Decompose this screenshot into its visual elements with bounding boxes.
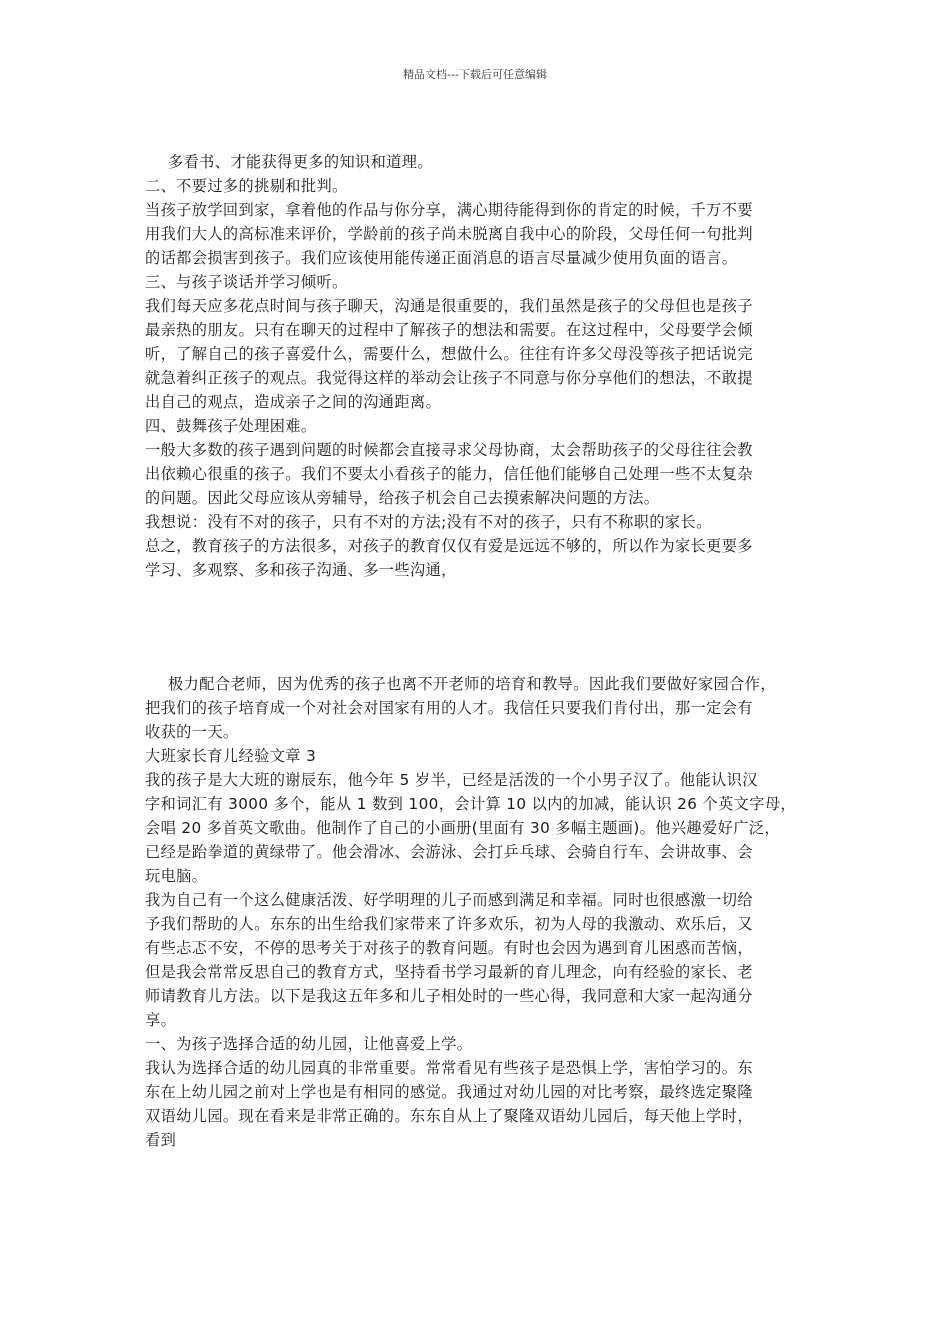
- paragraph-line: 有些忐忑不安，不停的思考关于对孩子的教育问题。有时也会因为遇到育儿困惑而苦恼，: [145, 939, 753, 957]
- paragraph-line: 当孩子放学回到家，拿着他的作品与你分享，满心期待能得到你的肯定的时候，千万不要: [145, 201, 753, 219]
- paragraph-line: 我的孩子是大大班的谢辰东，他今年 5 岁半，已经是活泼的一个小男子汉了。他能认识汉: [145, 771, 758, 789]
- paragraph-line: 出自己的观点，造成亲子之间的沟通距离。: [145, 393, 442, 411]
- section-heading: 四、鼓舞孩子处理困难。: [145, 417, 317, 435]
- text-section-2: [145, 672, 815, 1152]
- paragraph-line: 学习、多观察、多和孩子沟通、多一些沟通，: [145, 561, 457, 579]
- paragraph-line: 极力配合老师，因为优秀的孩子也离不开老师的培育和教导。因此我们要做好家园合作，: [168, 675, 776, 693]
- paragraph-line: 最亲热的朋友。只有在聊天的过程中了解孩子的想法和需要。在这过程中，父母要学会倾: [145, 321, 753, 339]
- paragraph-line: 会唱 20 多首英文歌曲。他制作了自己的小画册(里面有 30 多幅主题画)。他兴趣爱好广泛，: [145, 819, 780, 837]
- paragraph-line: 多看书、才能获得更多的知识和道理。: [168, 153, 433, 171]
- paragraph-line: 把我们的孩子培育成一个对社会对国家有用的人才。我信任只要我们肯付出，那一定会有: [145, 699, 753, 717]
- paragraph-line: 的问题。因此父母应该从旁辅导，给孩子机会自己去摸索解决问题的方法。: [145, 489, 660, 507]
- paragraph-line: 师请教育儿方法。以下是我这五年多和儿子相处时的一些心得，我同意和大家一起沟通分: [145, 987, 753, 1005]
- section-heading: 二、不要过多的挑剔和批判。: [145, 177, 348, 195]
- paragraph-line: 一般大多数的孩子遇到问题的时候都会直接寻求父母协商，太会帮助孩子的父母往往会教: [145, 441, 753, 459]
- section-heading: 一、为孩子选择合适的幼儿园，让他喜爱上学。: [145, 1035, 473, 1053]
- paragraph-line: 我想说：没有不对的孩子，只有不对的方法;没有不对的孩子，只有不称职的家长。: [145, 513, 712, 531]
- paragraph-line: 但是我会常常反思自己的教育方式，坚持看书学习最新的育儿理念，向有经验的家长、老: [145, 963, 753, 981]
- paragraph-line: 我认为选择合适的幼儿园真的非常重要。常常看见有些孩子是恐惧上学，害怕学习的。东: [145, 1059, 753, 1077]
- paragraph-line: 字和词汇有 3000 多个，能从 1 数到 100，会计算 10 以内的加减，能认识 26 个英文字母，: [145, 795, 797, 813]
- paragraph-line: 我为自己有一个这么健康活泼、好学明理的儿子而感到满足和幸福。同时也很感激一切给: [145, 891, 753, 909]
- paragraph-line: 就急着纠正孩子的观点。我觉得这样的举动会让孩子不同意与你分享他们的想法，不敢提: [145, 369, 753, 387]
- page-header: 精品文档---下载后可任意编辑: [403, 68, 547, 81]
- paragraph-line: 出依赖心很重的孩子。我们不要太小看孩子的能力，信任他们能够自己处理一些不太复杂: [145, 465, 753, 483]
- text-section-1: [145, 150, 815, 582]
- paragraph-line: 的话都会损害到孩子。我们应该使用能传递正面消息的语言尽量减少使用负面的语言。: [145, 249, 738, 267]
- section-heading: 三、与孩子谈话并学习倾听。: [145, 273, 348, 291]
- paragraph-line: 听，了解自己的孩子喜爱什么，需要什么，想做什么。往往有许多父母没等孩子把话说完: [145, 345, 753, 363]
- paragraph-line: 予我们帮助的人。东东的出生给我们家带来了许多欢乐，初为人母的我激动、欢乐后，又: [145, 915, 753, 933]
- paragraph-line: 已经是跆拳道的黄绿带了。他会滑冰、会游泳、会打乒乓球、会骑自行车、会讲故事、会: [145, 843, 753, 861]
- paragraph-line: 收获的一天。: [145, 723, 239, 741]
- paragraph-line: 用我们大人的高标准来评价，学龄前的孩子尚未脱离自我中心的阶段，父母任何一句批判: [145, 225, 753, 243]
- paragraph-line: 总之，教育孩子的方法很多，对孩子的教育仅仅有爱是远远不够的，所以作为家长更要多: [145, 537, 753, 555]
- paragraph-line: 看到: [145, 1131, 177, 1149]
- paragraph-line: 享。: [145, 1011, 177, 1029]
- article-title: 大班家长育儿经验文章 3: [145, 747, 317, 765]
- paragraph-line: 东在上幼儿园之前对上学也是有相同的感觉。我通过对幼儿园的对比考察，最终选定聚隆: [145, 1083, 753, 1101]
- paragraph-line: 我们每天应多花点时间与孩子聊天，沟通是很重要的，我们虽然是孩子的父母但也是孩子: [145, 297, 753, 315]
- paragraph-line: 玩电脑。: [145, 867, 208, 885]
- paragraph-line: 双语幼儿园。现在看来是非常正确的。东东自从上了聚隆双语幼儿园后，每天他上学时，: [145, 1107, 753, 1125]
